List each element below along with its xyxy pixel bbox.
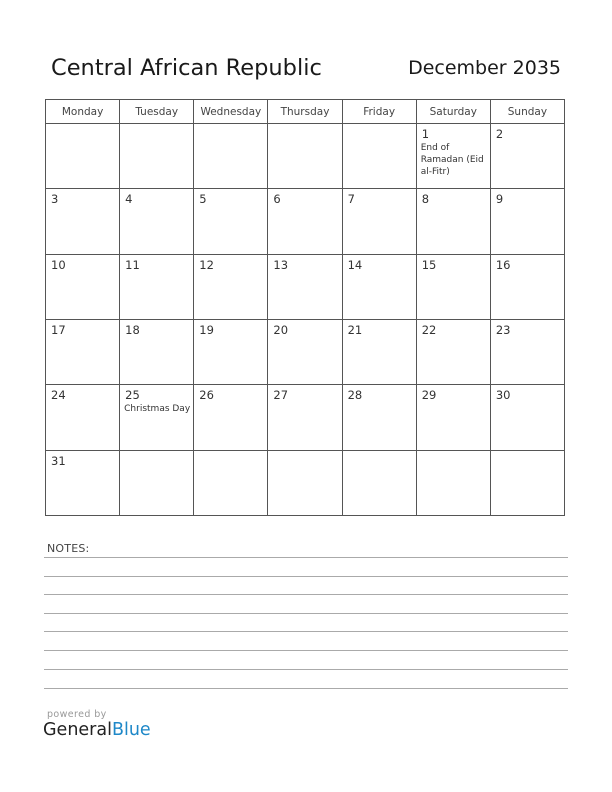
calendar-empty-cell (268, 450, 342, 515)
notes-line (44, 688, 568, 689)
notes-line (44, 576, 568, 577)
calendar-day-cell (194, 385, 268, 450)
calendar-day-cell (194, 254, 268, 319)
calendar-day-cell (120, 189, 194, 254)
day-number: 15 (421, 257, 437, 272)
day-number: 31 (51, 453, 66, 468)
day-number: 1 (421, 127, 430, 141)
day-number: 26 (199, 388, 214, 403)
day-number: 18 (125, 322, 140, 337)
day-number: 23 (495, 322, 511, 337)
calendar-empty-cell (194, 450, 268, 515)
calendar-day-cell (490, 319, 564, 384)
calendar-day-cell (490, 254, 564, 319)
day-number: 17 (51, 322, 66, 337)
calendar-week-row (46, 254, 565, 319)
day-number: 16 (495, 257, 511, 272)
notes-label: NOTES: (47, 542, 90, 555)
calendar-day-cell (268, 385, 342, 450)
calendar-day-cell (120, 385, 194, 450)
day-number: 2 (495, 127, 504, 141)
calendar-day-cell (416, 319, 490, 384)
calendar-day-cell (490, 385, 564, 450)
weekday-header: Friday (342, 100, 416, 124)
day-number: 12 (199, 257, 214, 272)
calendar-empty-cell (120, 124, 194, 189)
day-number: 8 (421, 192, 430, 207)
weekday-header: Tuesday (120, 100, 194, 124)
calendar-day-cell (268, 189, 342, 254)
holiday-label: Christmas Day (124, 404, 191, 415)
day-number: 29 (421, 388, 437, 403)
day-number: 21 (347, 322, 363, 337)
calendar-day-cell (46, 189, 120, 254)
logo-blue-text: Blue (111, 720, 151, 740)
calendar-day-cell (46, 254, 120, 319)
day-number: 30 (495, 388, 511, 403)
calendar-empty-cell (194, 124, 268, 189)
calendar-day-cell (46, 385, 120, 450)
calendar-empty-cell (416, 450, 490, 515)
calendar-month-title: December 2035 (408, 57, 561, 79)
day-number: 6 (273, 192, 281, 207)
generalblue-logo (43, 720, 151, 740)
calendar-day-cell (416, 254, 490, 319)
notes-line (44, 613, 568, 614)
day-number: 14 (347, 257, 363, 272)
calendar-week-row (46, 385, 565, 450)
calendar-day-cell (268, 254, 342, 319)
day-number: 24 (51, 388, 66, 403)
weekday-header-row (46, 100, 565, 124)
calendar-week-row (46, 189, 565, 254)
notes-line (44, 631, 568, 632)
notes-line (44, 650, 568, 651)
day-number: 20 (273, 322, 289, 337)
day-number: 10 (51, 257, 66, 272)
weekday-header: Monday (46, 100, 120, 124)
calendar-empty-cell (46, 124, 120, 189)
calendar-day-cell (342, 319, 416, 384)
weekday-header: Sunday (490, 100, 564, 124)
calendar-day-cell (120, 254, 194, 319)
weekday-header: Wednesday (194, 100, 268, 124)
day-number: 22 (421, 322, 437, 337)
calendar-day-cell (120, 319, 194, 384)
calendar-week-row (46, 450, 565, 515)
calendar-day-cell (342, 189, 416, 254)
logo-general-text: General (43, 720, 112, 740)
calendar-grid (45, 99, 565, 516)
calendar-country-title: Central African Republic (51, 55, 322, 81)
calendar-day-cell (46, 319, 120, 384)
calendar-day-cell (194, 319, 268, 384)
day-number: 27 (273, 388, 289, 403)
day-number: 19 (199, 322, 214, 337)
weekday-header: Saturday (416, 100, 490, 124)
calendar-day-cell (194, 189, 268, 254)
powered-by-text: powered by (47, 709, 107, 720)
notes-line (44, 557, 568, 558)
calendar-week-row (46, 124, 565, 189)
calendar-week-row (46, 319, 565, 384)
calendar-day-cell (416, 189, 490, 254)
calendar-day-cell (490, 124, 564, 189)
calendar-day-cell (342, 254, 416, 319)
calendar-day-cell (46, 450, 120, 515)
calendar-day-cell (416, 124, 490, 189)
weekday-header: Thursday (268, 100, 342, 124)
calendar-empty-cell (342, 450, 416, 515)
day-number: 25 (125, 388, 140, 403)
holiday-label: End of Ramadan (Eid al-Fitr) (420, 143, 484, 177)
day-number: 9 (495, 192, 504, 207)
day-number: 11 (125, 257, 140, 272)
day-number: 28 (347, 388, 363, 403)
calendar-empty-cell (342, 124, 416, 189)
day-number: 4 (125, 192, 133, 207)
calendar-empty-cell (120, 450, 194, 515)
day-number: 13 (273, 257, 289, 272)
calendar-empty-cell (490, 450, 564, 515)
calendar-day-cell (490, 189, 564, 254)
calendar-day-cell (342, 385, 416, 450)
day-number: 3 (51, 192, 59, 207)
day-number: 7 (347, 192, 355, 207)
calendar-day-cell (416, 385, 490, 450)
calendar-empty-cell (268, 124, 342, 189)
day-number: 5 (199, 192, 207, 207)
calendar-day-cell (268, 319, 342, 384)
notes-line (44, 669, 568, 670)
notes-line (44, 594, 568, 595)
